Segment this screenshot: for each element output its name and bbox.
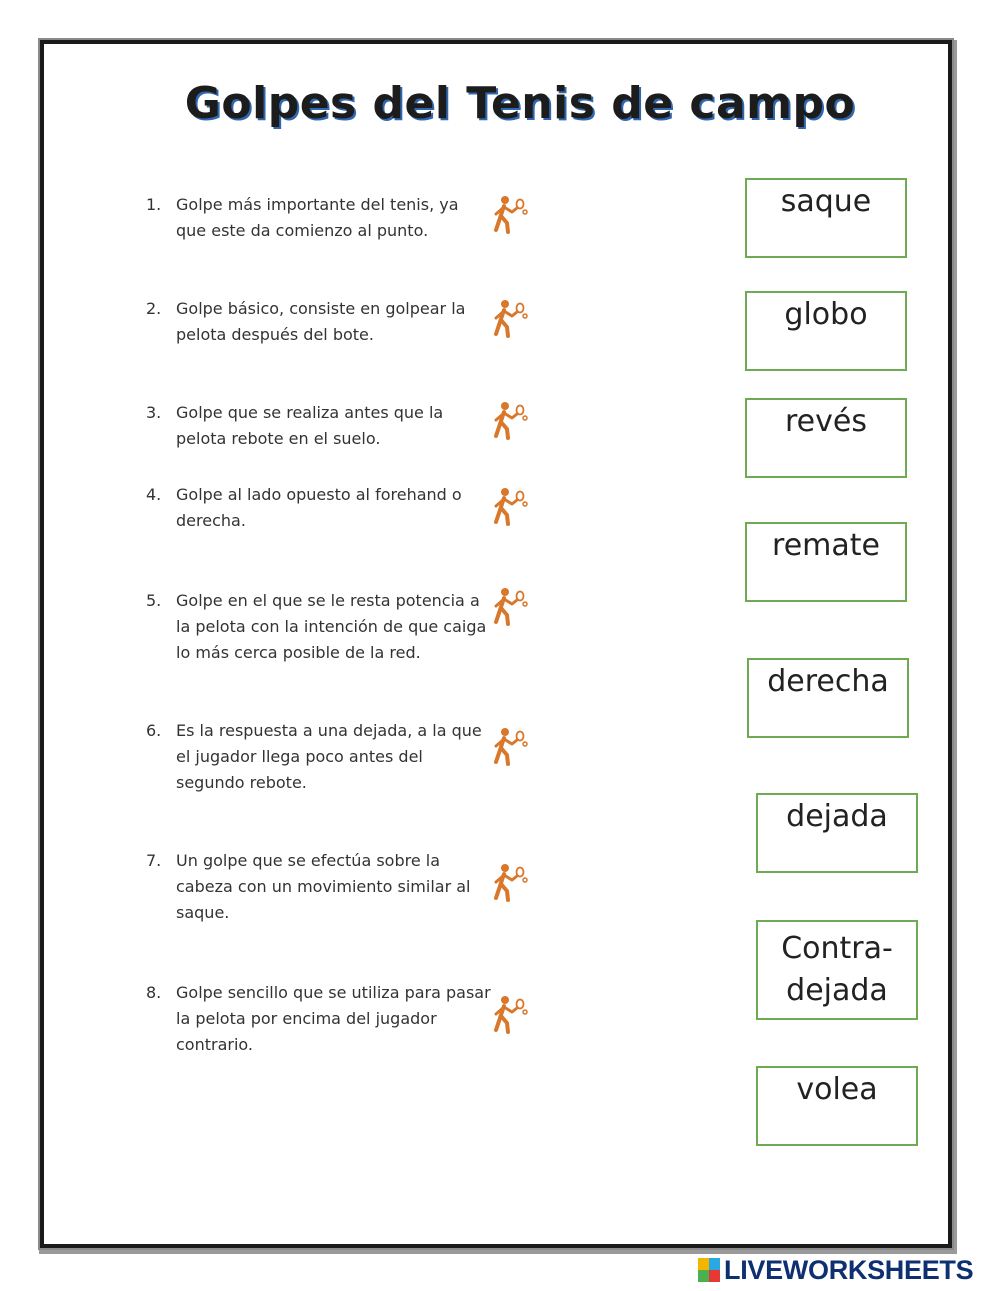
question-number: 2. [146, 299, 162, 318]
question-4 [146, 482, 491, 534]
answer-box-derecha[interactable] [747, 658, 909, 738]
answer-box-saque[interactable] [745, 178, 907, 258]
liveworksheets-logo-text: LIVEWORKSHEETS [724, 1254, 974, 1285]
question-5 [146, 588, 491, 666]
question-number: 5. [146, 591, 162, 610]
question-7 [146, 848, 491, 926]
answer-label: dejada [786, 799, 888, 834]
question-3 [146, 400, 491, 452]
tennis-player-icon [488, 586, 530, 628]
question-text: Golpe que se realiza antes que la pelota rebote en el suelo. [176, 403, 444, 448]
tennis-player-icon [488, 194, 530, 236]
tennis-player-icon [488, 862, 530, 904]
answer-box-dejada[interactable] [756, 793, 918, 873]
question-8 [146, 980, 491, 1058]
answer-label: remate [772, 528, 880, 563]
answer-label-line1: Contra- [781, 931, 893, 966]
answer-box-contra-dejada[interactable] [756, 920, 918, 1020]
question-text: Un golpe que se efectúa sobre la cabeza con un movimiento similar al saque. [176, 851, 471, 922]
answer-box-reves[interactable] [745, 398, 907, 478]
question-6 [146, 718, 491, 796]
question-number: 4. [146, 485, 162, 504]
question-1 [146, 192, 491, 244]
question-number: 1. [146, 195, 162, 214]
answer-box-volea[interactable] [756, 1066, 918, 1146]
answer-label: volea [796, 1072, 878, 1107]
liveworksheets-logo [698, 1255, 973, 1285]
tennis-player-icon [488, 400, 530, 442]
question-number: 7. [146, 851, 162, 870]
answer-label: globo [784, 297, 868, 332]
answer-box-remate[interactable] [745, 522, 907, 602]
question-text: Es la respuesta a una dejada, a la que el jugador llega poco antes del segundo rebote. [176, 721, 482, 792]
answer-label-line2: dejada [786, 973, 888, 1008]
tennis-player-icon [488, 486, 530, 528]
answer-box-globo[interactable] [745, 291, 907, 371]
worksheet-title: Golpes del Tenis de campo [184, 78, 856, 129]
question-2 [146, 296, 491, 348]
answer-label: revés [785, 404, 867, 439]
question-number: 6. [146, 721, 162, 740]
question-text: Golpe en el que se le resta potencia a la pelota con la intención de que caiga lo más cerca posible de la red. [176, 591, 487, 662]
question-number: 3. [146, 403, 162, 422]
question-number: 8. [146, 983, 162, 1002]
tennis-player-icon [488, 298, 530, 340]
answer-label: derecha [767, 664, 889, 699]
tennis-player-icon [488, 726, 530, 768]
tennis-player-icon [488, 994, 530, 1036]
answer-label: saque [780, 184, 872, 219]
question-text: Golpe sencillo que se utiliza para pasar la pelota por encima del jugador contrario. [176, 983, 491, 1054]
question-text: Golpe más importante del tenis, ya que este da comienzo al punto. [176, 195, 459, 240]
question-text: Golpe al lado opuesto al forehand o derecha. [176, 485, 462, 530]
liveworksheets-logo-icon [698, 1258, 720, 1282]
question-text: Golpe básico, consiste en golpear la pelota después del bote. [176, 299, 466, 344]
